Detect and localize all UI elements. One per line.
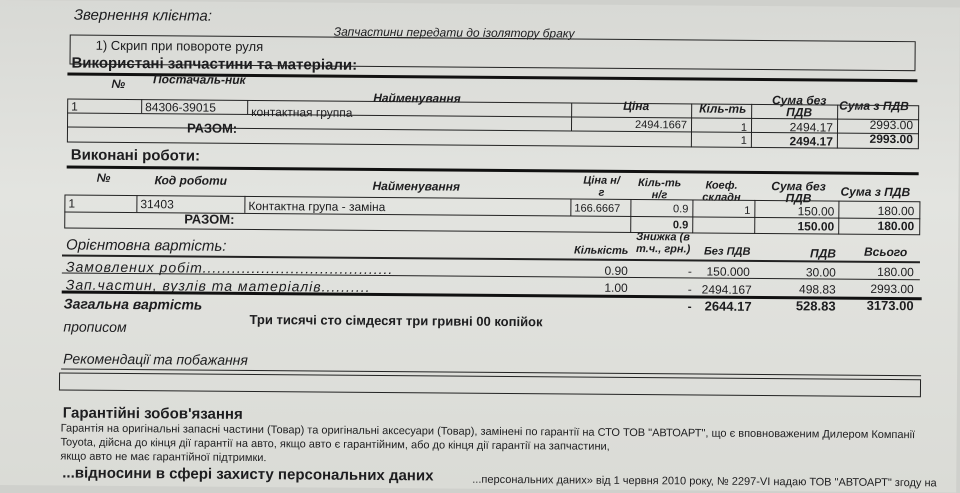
parts-row-qty: 1 [740, 121, 748, 134]
client-request-item: 1) Скрип при повороте руля [95, 37, 264, 55]
works-header-coef: Коеф. складн [702, 179, 741, 204]
estimate-row-works-label: Замовлених робіт [65, 258, 203, 276]
estimate-header-vat: ПДВ [809, 246, 837, 261]
works-total-qty: 0.9 [672, 219, 689, 232]
estimate-header-discount: Знижка (в т.ч., грн.) [636, 231, 691, 256]
parts-row-sum-vat: 2993.00 [869, 117, 914, 133]
works-header-name: Найменування [372, 178, 461, 194]
works-row-code: 31403 [140, 197, 174, 212]
parts-row-num: 1 [71, 99, 78, 114]
works-row-name: Контактна група - заміна [248, 198, 386, 215]
works-total-sum-no-vat: 150.00 [797, 219, 835, 234]
parts-total-sum-no-vat: 2494.17 [789, 134, 833, 149]
works-header-num: № [96, 170, 111, 185]
works-row-qty: 0.9 [673, 203, 689, 216]
parts-header-supplier: Постачаль-ник [153, 72, 246, 87]
estimate-row-parts-discount: - [687, 282, 692, 297]
works-header-price: Ціна н/г [583, 174, 620, 199]
works-header-sum-vat: Сума з ПДВ [840, 184, 911, 200]
estimate-row-parts: Зап.частин, вузлів та матеріалів.......... [65, 276, 371, 295]
warranty-title: Гарантійні зобов'язання [62, 404, 243, 423]
works-row-sum-no-vat: 150.00 [797, 204, 835, 219]
in-words-label: прописом [63, 318, 127, 336]
estimate-row-parts-label: Зап.частин, вузлів та матеріалів [65, 276, 322, 295]
estimate-row-works-no-vat: 150.000 [706, 264, 750, 279]
parts-col-2 [247, 100, 248, 114]
parts-col-3 [571, 102, 572, 130]
works-col-2 [244, 196, 245, 213]
works-header-qty: Кіль-ть н/г [637, 177, 682, 202]
parts-row-price: 2494.1667 [634, 118, 688, 132]
recommendations-box [59, 372, 921, 397]
parts-row-code: 84306-39015 [145, 100, 216, 115]
estimate-header-total: Всього [863, 244, 908, 260]
client-request-note: Запчастини передати до ізолятору браку [333, 24, 575, 41]
parts-header-price: Ціна [623, 98, 650, 114]
estimate-grand-no-vat: 2644.17 [704, 298, 752, 314]
estimate-row-parts-total: 2993.00 [870, 281, 914, 297]
estimate-grand-total: 3173.00 [866, 297, 914, 314]
parts-header-sum-vat: Сума з ПДВ [839, 98, 909, 114]
works-title: Виконані роботи: [70, 146, 201, 165]
estimate-header-qty: Кількість [574, 244, 629, 257]
estimate-title: Орієнтовна вартість: [66, 236, 227, 255]
works-col-3 [570, 198, 571, 215]
warranty-line-1: Гарантія на оригінальні запасні частини (Товар) та оригінальні аксесуари (Товар), замінені по гарантії на СТО ТОВ "АВТОАРТ", що є вповноваженим Дилером Компанії [60, 422, 916, 442]
estimate-row-works-total: 180.00 [877, 264, 914, 280]
parts-header-name: Найменування [373, 90, 461, 106]
privacy-title: ...відносини в сфері захисту персональних даних [62, 464, 434, 485]
estimate-row-works-qty: 0.90 [604, 263, 628, 278]
estimate-row-parts-qty: 1.00 [604, 280, 628, 295]
estimate-row-works-vat: 30.00 [805, 265, 836, 280]
estimate-row-parts-vat: 498.83 [798, 282, 836, 297]
parts-col-1 [141, 99, 142, 113]
parts-total-label: РАЗОМ: [186, 120, 238, 136]
works-header-sum-no-vat: Сума без ПДВ [771, 179, 826, 206]
parts-header-sum-no-vat: Сума без ПДВ [771, 93, 827, 120]
parts-header-qty: Кіль-ть [699, 101, 747, 116]
recommendations-label: Рекомендації та побажання [63, 350, 248, 368]
works-header-code: Код роботи [154, 173, 228, 188]
in-words-value: Три тисячі сто сімдесят три гривні 00 копійок [249, 311, 543, 330]
parts-total-sum-vat: 2993.00 [869, 131, 913, 147]
works-row-price: 166.6667 [574, 202, 621, 215]
estimate-row-works-discount: - [687, 264, 692, 279]
works-row-num: 1 [68, 196, 76, 211]
estimate-header-no-vat: Без ПДВ [703, 245, 751, 258]
parts-header-num: № [111, 76, 126, 91]
parts-title: Використані запчастини та матеріали: [71, 54, 358, 74]
parts-total-qty: 1 [740, 134, 747, 147]
privacy-line: ...персональних даних» від 1 червня 2010 року, № 2297-VI надаю ТОВ "АВТОАРТ" згоду на [472, 473, 937, 490]
works-total-sum-vat: 180.00 [877, 218, 915, 234]
estimate-row-works: Замовлених робіт....................................... [65, 258, 394, 278]
works-row-sum-vat: 180.00 [877, 203, 915, 219]
estimate-grand-vat: 528.83 [795, 298, 836, 314]
warranty-line-3: якщо авто не має гарантійної підтримки. [60, 450, 267, 465]
parts-row-name: контактная группа [251, 104, 353, 120]
works-row-coef: 1 [744, 204, 751, 217]
estimate-grand-label: Загальна вартість [63, 295, 203, 313]
parts-row-sum-no-vat: 2494.17 [789, 120, 834, 135]
warranty-line-2: Toyota, дійсна до кінця дії гарантії на авто, якщо авто є гарантійним, або до кінця дії гарантії на запчастини, [60, 436, 610, 453]
estimate-row-parts-no-vat: 2494.167 [701, 282, 752, 297]
works-col-1 [136, 195, 137, 212]
estimate-grand-discount: - [687, 299, 692, 314]
client-request-label: Звернення клієнта: [73, 6, 213, 25]
works-total-label: РАЗОМ: [184, 211, 235, 227]
